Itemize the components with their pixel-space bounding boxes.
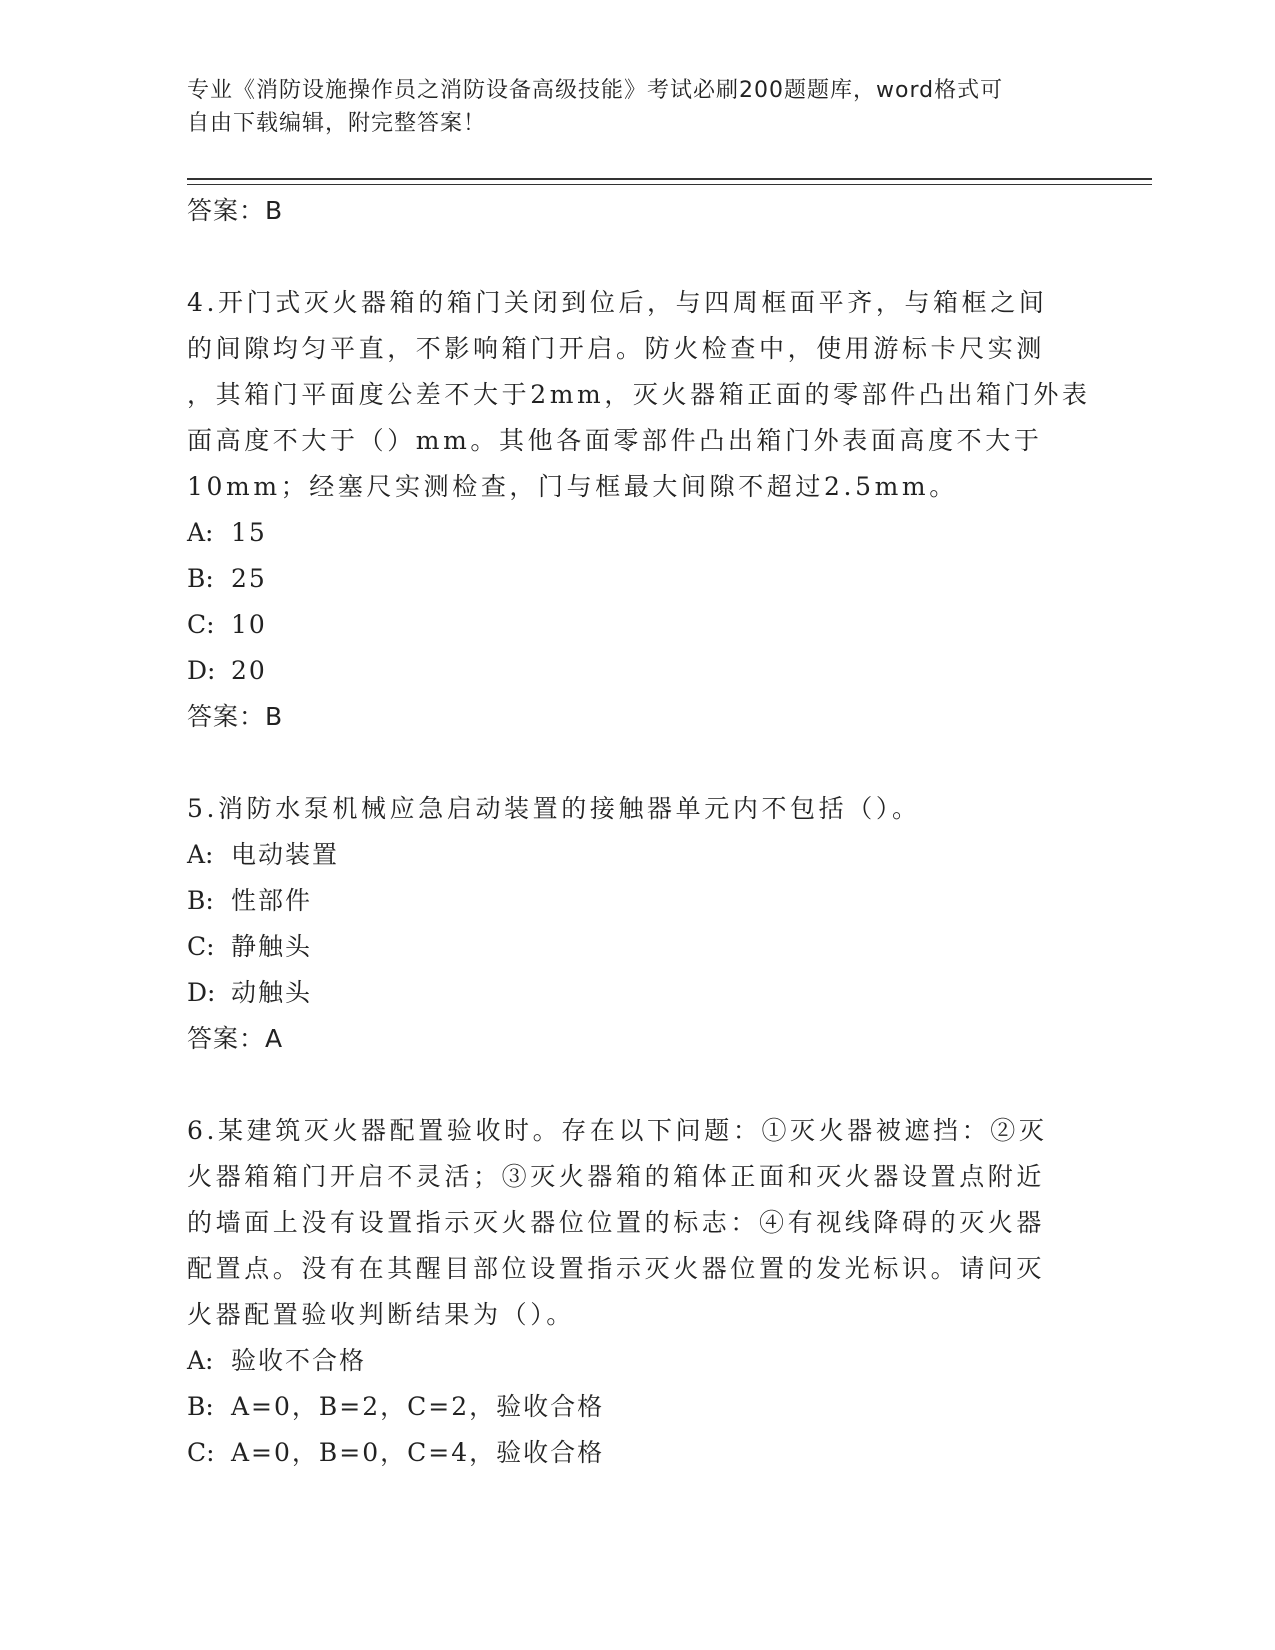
option-a [187, 510, 1087, 556]
question-5 [187, 786, 1087, 1062]
option-text: 电动装置 [231, 840, 340, 869]
question-text-line: 火器箱箱门开启不灵活；③灭火器箱的箱体正面和灭火器设置点附近 [187, 1162, 1046, 1191]
option-b [187, 878, 1087, 924]
document-body [187, 188, 1091, 1476]
answer-line: 答案：B [187, 702, 284, 731]
question-text-line: 配置点。没有在其醒目部位设置指示灭火器位置的发光标识。请问灭 [187, 1254, 1046, 1283]
option-key: D: [187, 656, 216, 685]
spacer [187, 234, 1087, 280]
header-rule-thick [187, 178, 1152, 180]
option-text: 性部件 [231, 886, 313, 915]
option-text: 10 [231, 610, 267, 639]
question-text-line: 10mm；经塞尺实测检查，门与框最大间隙不超过2.5mm。 [187, 472, 958, 501]
option-key: D: [187, 978, 216, 1007]
option-b [187, 1384, 1087, 1430]
document-header [187, 74, 1067, 140]
option-key: C: [187, 610, 215, 639]
question-text-line: 的墙面上没有设置指示灭火器位位置的标志：④有视线降碍的灭火器 [187, 1208, 1046, 1237]
answer-line: 答案：B [187, 196, 284, 225]
option-key: A: [187, 518, 214, 547]
option-key: A: [187, 840, 214, 869]
option-c [187, 1430, 1087, 1476]
option-text: 20 [231, 656, 267, 685]
question-text-line: 火器配置验收判断结果为（）。 [187, 1300, 575, 1329]
question-text-line: 面高度不大于（）mm。其他各面零部件凸出箱门外表面高度不大于 [187, 426, 1043, 455]
question-text-line: 6.某建筑灭火器配置验收时。存在以下问题：①灭火器被遮挡：②灭 [187, 1116, 1048, 1145]
option-text: 静触头 [231, 932, 313, 961]
question-text-line: 4.开门式灭火器箱的箱门关闭到位后，与四周框面平齐，与箱框之间 [187, 288, 1048, 317]
option-d [187, 970, 1087, 1016]
option-text: A=0，B=2，C=2，验收合格 [231, 1392, 605, 1421]
question-text [187, 1108, 1087, 1338]
header-rule-thin [187, 184, 1152, 185]
question-text [187, 786, 1087, 832]
option-key: B: [187, 564, 214, 593]
option-text: 动触头 [231, 978, 313, 1007]
option-a [187, 832, 1087, 878]
option-key: C: [187, 1438, 215, 1467]
question-text-line: 的间隙均匀平直，不影响箱门开启。防火检查中，使用游标卡尺实测 [187, 334, 1046, 363]
option-text: 验收不合格 [231, 1346, 367, 1375]
option-key: A: [187, 1346, 214, 1375]
option-a [187, 1338, 1087, 1384]
question-4 [187, 280, 1091, 740]
option-text: 15 [231, 518, 267, 547]
option-text: A=0，B=0，C=4，验收合格 [231, 1438, 605, 1467]
option-d [187, 648, 1087, 694]
header-line-1: 专业《消防设施操作员之消防设备高级技能》考试必刷200题题库，word格式可 [187, 78, 1004, 103]
question-text [187, 280, 1091, 510]
answer-line: 答案：A [187, 1024, 284, 1053]
question-text-line: ，其箱门平面度公差不大于2mm，灭火器箱正面的零部件凸出箱门外表 [187, 380, 1091, 409]
option-c [187, 924, 1087, 970]
question-text-line: 5.消防水泵机械应急启动装置的接触器单元内不包括（）。 [187, 794, 921, 823]
spacer [187, 1062, 1087, 1108]
spacer [187, 740, 1087, 786]
option-key: B: [187, 1392, 214, 1421]
option-text: 25 [231, 564, 267, 593]
option-c [187, 602, 1087, 648]
question-6 [187, 1108, 1087, 1476]
option-b [187, 556, 1087, 602]
option-key: C: [187, 932, 215, 961]
option-key: B: [187, 886, 214, 915]
header-line-2: 自由下载编辑，附完整答案！ [187, 111, 487, 136]
